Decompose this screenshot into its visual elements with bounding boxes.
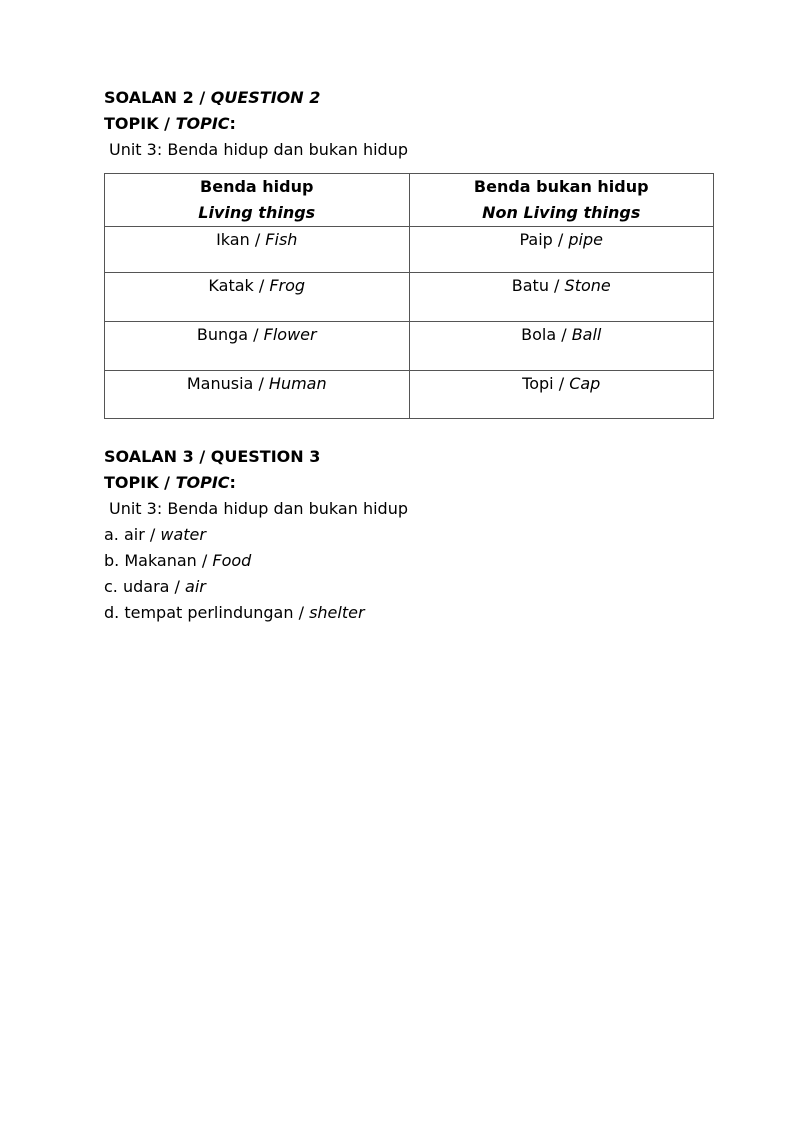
answer-item-c	[104, 577, 206, 597]
living-cell	[105, 371, 410, 419]
cell-en: Human	[268, 374, 327, 393]
table-row	[105, 227, 714, 273]
answer-ms: a. air /	[104, 525, 161, 544]
question-3-heading: SOALAN 3 / QUESTION 3	[104, 447, 321, 466]
living-cell	[105, 273, 410, 322]
table-row	[105, 322, 714, 371]
cell-en: pipe	[568, 230, 603, 249]
question-2-unit: Unit 3: Benda hidup dan bukan hidup	[109, 140, 408, 159]
answer-en: Food	[212, 551, 252, 570]
question-2-heading	[104, 88, 320, 108]
header-living	[105, 174, 410, 227]
answer-ms: b. Makanan /	[104, 551, 213, 570]
cell-en: Cap	[569, 374, 601, 393]
cell-en: Flower	[263, 325, 317, 344]
cell-en: Fish	[265, 230, 298, 249]
header-living-subtitle: Living things	[198, 203, 316, 222]
topic-label-colon: :	[229, 473, 236, 492]
header-nonliving	[409, 174, 714, 227]
question-2-topic-label	[104, 114, 236, 134]
answer-en: shelter	[309, 603, 365, 622]
cell-ms: Katak /	[208, 276, 270, 295]
cell-en: Ball	[571, 325, 602, 344]
header-living-title: Benda hidup	[200, 177, 314, 196]
cell-ms: Manusia /	[186, 374, 269, 393]
cell-ms: Bunga /	[196, 325, 264, 344]
question-2-heading-en: QUESTION 2	[210, 88, 321, 107]
answer-ms: d. tempat perlindungan /	[104, 603, 310, 622]
question-3-topic-label	[104, 473, 236, 493]
nonliving-cell	[409, 371, 714, 419]
answer-item-a	[104, 525, 206, 545]
cell-ms: Batu /	[511, 276, 565, 295]
answer-en: water	[160, 525, 206, 544]
topic-label-en: TOPIC	[175, 114, 230, 133]
topic-label-ms: TOPIK /	[104, 114, 176, 133]
nonliving-cell	[409, 322, 714, 371]
answer-ms: c. udara /	[104, 577, 186, 596]
header-nonliving-title: Benda bukan hidup	[473, 177, 649, 196]
question-2-heading-ms: SOALAN 2 /	[104, 88, 211, 107]
cell-ms: Paip /	[519, 230, 569, 249]
answer-item-b	[104, 551, 251, 571]
living-nonliving-table	[104, 173, 714, 419]
cell-ms: Ikan /	[216, 230, 266, 249]
topic-label-ms: TOPIK /	[104, 473, 176, 492]
cell-ms: Topi /	[522, 374, 570, 393]
cell-en: Stone	[564, 276, 611, 295]
living-cell	[105, 322, 410, 371]
answer-item-d	[104, 603, 365, 623]
living-cell	[105, 227, 410, 273]
topic-label-en: TOPIC	[175, 473, 230, 492]
table-row	[105, 371, 714, 419]
table-row	[105, 273, 714, 322]
header-nonliving-subtitle: Non Living things	[482, 203, 641, 222]
answer-en: air	[185, 577, 206, 596]
nonliving-cell	[409, 227, 714, 273]
cell-en: Frog	[269, 276, 306, 295]
cell-ms: Bola /	[521, 325, 572, 344]
topic-label-colon: :	[229, 114, 236, 133]
nonliving-cell	[409, 273, 714, 322]
question-3-unit: Unit 3: Benda hidup dan bukan hidup	[109, 499, 408, 518]
